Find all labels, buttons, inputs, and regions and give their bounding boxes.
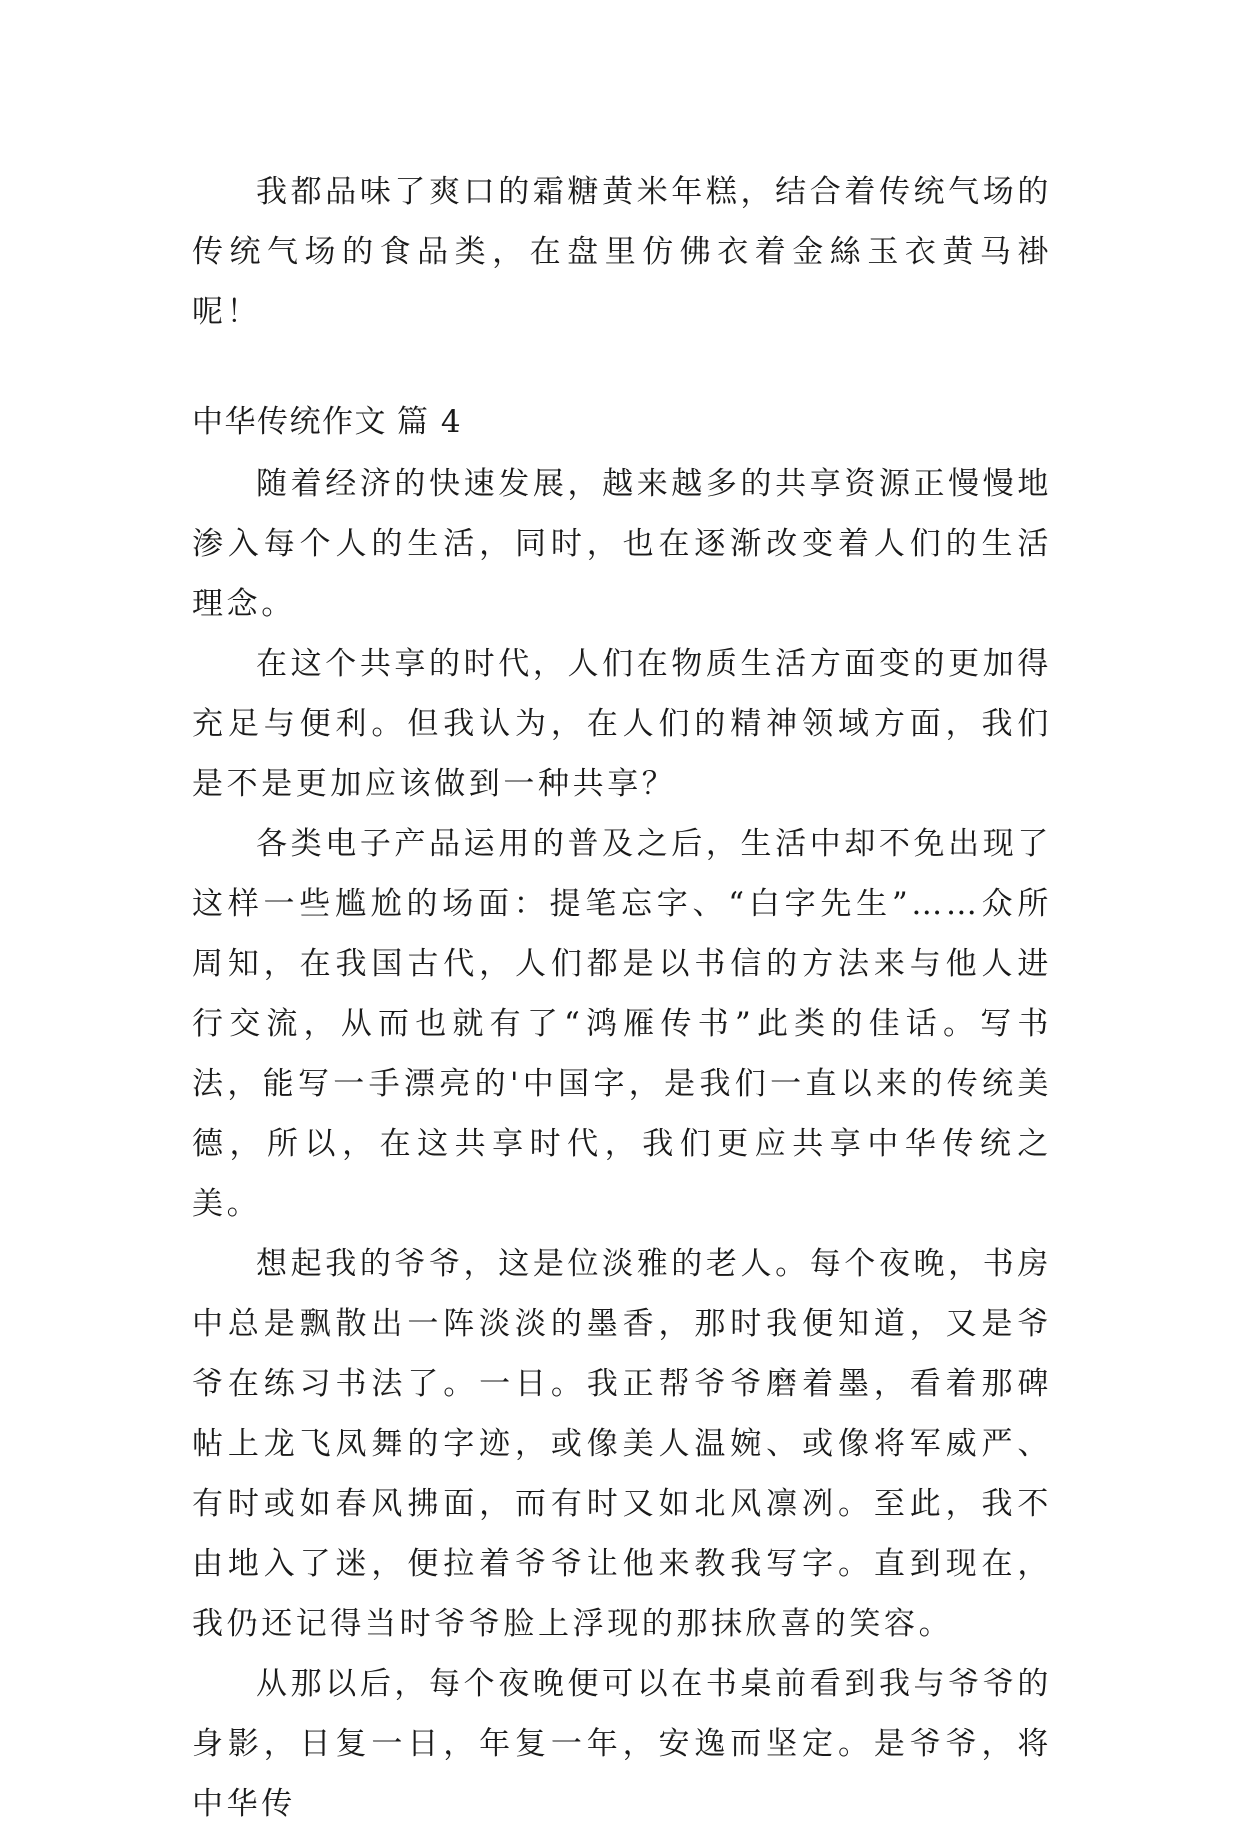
document-body [192, 162, 1052, 1834]
section-heading [192, 392, 1052, 452]
paragraph-4: 想起我的爷爷，这是位淡雅的老人。每个夜晚，书房中总是飘散出一阵淡淡的墨香，那时我便知道，又是爷爷在练习书法了。一日。我正帮爷爷磨着墨，看着那碑帖上龙飞凤舞的字迹，或像美人温婉、或像将军威严、有时或如春风拂面，而有时又如北风凛冽。至此，我不由地入了迷，便拉着爷爷让他来教我写字。直到现在，我仍还记得当时爷爷脸上浮现的那抹欣喜的笑容。 [192, 1246, 1052, 1642]
section-number: 篇 4 [397, 404, 463, 440]
paragraph-1: 随着经济的快速发展，越来越多的共享资源正慢慢地渗入每个人的生活，同时，也在逐渐改变着人们的生活理念。 [192, 466, 1052, 622]
paragraph-3: 各类电子产品运用的普及之后，生活中却不免出现了这样一些尴尬的场面：提笔忘字、“白字先生”……众所周知，在我国古代，人们都是以书信的方法来与他人进行交流，从而也就有了“鸿雁传书”此类的佳话。写书法，能写一手漂亮的'中国字，是我们一直以来的传统美德，所以，在这共享时代，我们更应共享中华传统之美。 [192, 826, 1052, 1222]
section-title: 中华传统作文 [192, 404, 387, 440]
paragraph-continued: 我都品味了爽口的霜糖黄米年糕，结合着传统气场的传统气场的食品类，在盘里仿佛衣着金絲玉衣黄马褂呢！ [192, 174, 1052, 330]
paragraph-5: 从那以后，每个夜晚便可以在书桌前看到我与爷爷的身影，日复一日，年复一年，安逸而坚定。是爷爷，将中华传 [192, 1666, 1052, 1822]
paragraph-2: 在这个共享的时代，人们在物质生活方面变的更加得充足与便利。但我认为，在人们的精神领域方面，我们是不是更加应该做到一种共享？ [192, 646, 1052, 802]
